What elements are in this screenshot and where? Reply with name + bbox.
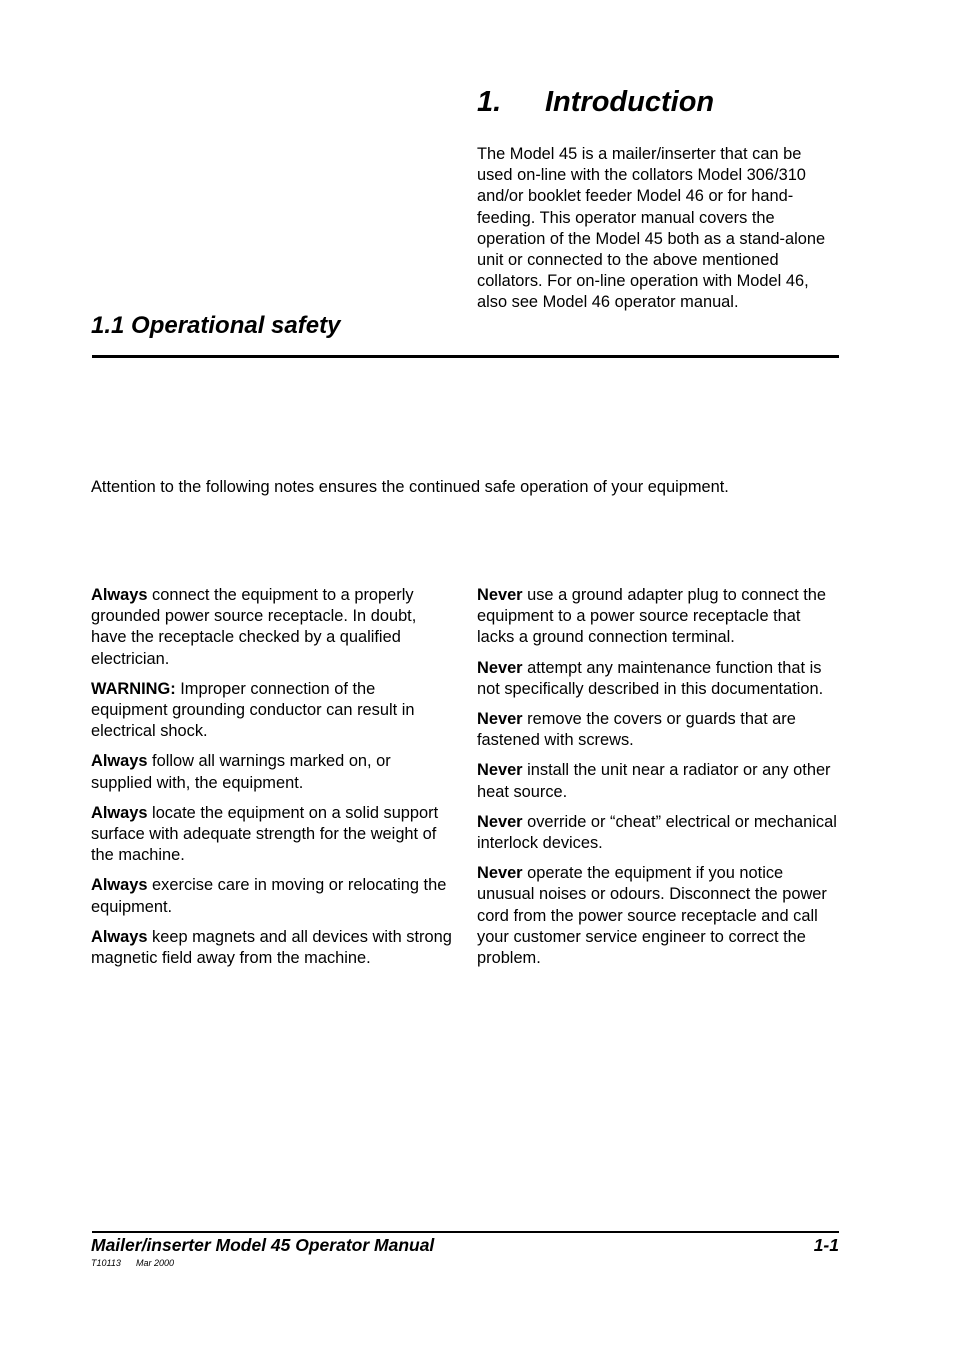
intro-paragraph: The Model 45 is a mailer/inserter that can be used on-line with the collators Model 306/310 and/or booklet feeder Model 46 or for hand-feeding. This operator manual covers the operation of the Model 45 both as a stand-alone unit or connected to the above mentioned collators. For on-line operation with Model 46, also see Model 46 operator manual.	[477, 145, 826, 312]
safety-note	[91, 585, 453, 670]
note-keyword: Never	[477, 864, 523, 883]
left-notes-column	[91, 585, 453, 978]
note-text: operate the equipment if you notice unusual noises or odours. Disconnect the power cord from the power source receptacle and call your customer service engineer to correct the problem.	[477, 864, 827, 968]
note-keyword: Never	[477, 586, 523, 604]
right-notes-column	[477, 585, 839, 978]
safety-note	[477, 709, 839, 751]
note-text: use a ground adapter plug to connect the equipment to a power source receptacle that lacks a ground connection terminal.	[477, 586, 827, 647]
attention-paragraph: Attention to the following notes ensures the continued safe operation of your equipment.	[91, 478, 729, 496]
safety-note	[477, 760, 839, 802]
safety-note	[477, 585, 839, 649]
section-title: 1.1 Operational safety	[91, 312, 341, 339]
note-keyword: Never	[477, 658, 523, 677]
note-text: follow all warnings marked on, or supplied with, the equipment.	[91, 752, 391, 792]
chapter-number: 1.	[477, 86, 502, 118]
note-keyword: WARNING:	[91, 679, 176, 698]
safety-note	[91, 927, 453, 969]
note-text: install the unit near a radiator or any other heat source.	[477, 761, 831, 801]
note-keyword: Always	[91, 586, 148, 604]
document-code: T10113	[91, 1258, 121, 1268]
document-date: Mar 2000	[136, 1258, 175, 1268]
note-keyword: Always	[91, 927, 148, 946]
safety-note	[477, 658, 839, 700]
note-text: override or “cheat” electrical or mechanical interlock devices.	[477, 812, 837, 853]
safety-note	[91, 679, 453, 743]
safety-note	[91, 751, 453, 793]
note-text: connect the equipment to a properly grounded power source receptacle. In doubt, have the receptacle checked by a qualified electrician.	[91, 586, 417, 668]
note-text: attempt any maintenance function that is not specifically described in this documentation.	[477, 658, 824, 698]
safety-note	[91, 875, 453, 917]
chapter-title-text: Introduction	[545, 86, 715, 118]
section-divider	[92, 355, 839, 358]
page-number: 1-1	[813, 1235, 839, 1255]
note-keyword: Never	[477, 761, 523, 780]
footer-title: Mailer/inserter Model 45 Operator Manual	[91, 1235, 435, 1255]
note-text: remove the covers or guards that are fastened with screws.	[477, 710, 796, 750]
chapter-title	[477, 86, 714, 119]
footer-divider	[92, 1231, 839, 1233]
safety-note	[477, 812, 839, 854]
note-text: Improper connection of the equipment grounding conductor can result in electrical shock.	[91, 679, 415, 741]
note-text: locate the equipment on a solid support surface with adequate strength for the weight of the machine.	[91, 803, 439, 865]
note-text: keep magnets and all devices with strong magnetic field away from the machine.	[91, 927, 452, 968]
note-keyword: Never	[477, 812, 523, 831]
note-keyword: Always	[91, 752, 148, 771]
note-keyword: Always	[91, 876, 148, 895]
note-text: exercise care in moving or relocating the equipment.	[91, 876, 447, 916]
note-keyword: Always	[91, 803, 148, 822]
note-keyword: Never	[477, 710, 523, 729]
safety-note	[91, 803, 453, 867]
safety-note	[477, 863, 839, 969]
